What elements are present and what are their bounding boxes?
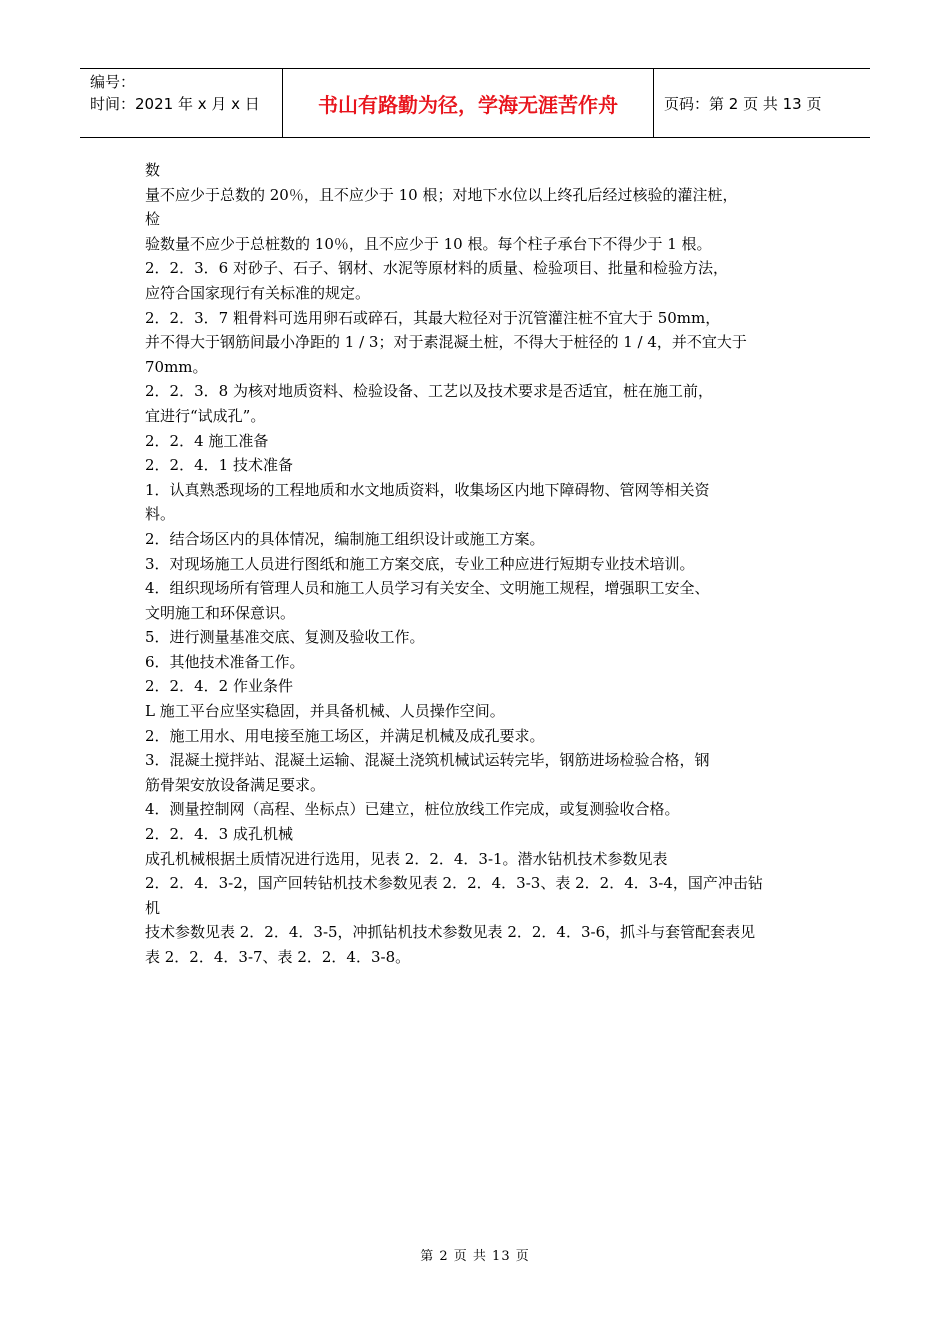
body-line: 3．混凝土搅拌站、混凝土运输、混凝土浇筑机械试运转完毕，钢筋进场检验合格，钢 [145,751,710,770]
body-line: 4．组织现场所有管理人员和施工人员学习有关安全、文明施工规程，增强职工安全、 [145,579,710,598]
body-line: 验数量不应少于总桩数的 10％，且不应少于 10 根。每个柱子承台下不得少于 1 根。 [145,234,712,253]
body-line: 宜进行“试成孔”。 [145,406,266,425]
body-line: 2．2．4 施工准备 [145,431,269,450]
body-line: 3．对现场施工人员进行图纸和施工方案交底，专业工种应进行短期专业技术培训。 [145,554,695,573]
body-line: 1．认真熟悉现场的工程地质和水文地质资料，收集场区内地下障碍物、管网等相关资 [145,480,710,499]
body-line: 数 [145,161,161,179]
body-line: 4．测量控制网（高程、坐标点）已建立，桩位放线工作完成，或复测验收合格。 [145,800,680,819]
body-line: 2．2．4．3 成孔机械 [145,825,293,844]
body-line: 技术参数见表 2．2．4．3-5，冲抓钻机技术参数见表 2．2．4．3-6，抓斗与套管配套表见 [145,923,756,942]
document-body [145,158,810,970]
document-date: 时间：2021 年 x 月 x 日 [90,95,260,113]
body-line: 2．2．3．8 为核对地质资料、检验设备、工艺以及技术要求是否适宜，桩在施工前， [145,382,713,401]
body-line: 量不应少于总数的 20％，且不应少于 10 根；对地下水位以上终孔后经过核验的灌注桩， [145,185,738,204]
header-meta [80,69,282,137]
body-line: 成孔机械根据土质情况进行选用，见表 2．2．4．3-1。潜水钻机技术参数见表 [145,849,668,868]
body-line: 2．结合场区内的具体情况，编制施工组织设计或施工方案。 [145,529,545,548]
body-line: 6．其他技术准备工作。 [145,652,305,671]
body-line: 2．2．4．2 作业条件 [145,677,293,696]
body-line: 并不得大于钢筋间最小净距的 1 / 3；对于素混凝土桩，不得大于桩径的 1 / 4，并不宜大于 [145,333,747,352]
document-number-label: 编号： [90,73,136,91]
body-line: 70mm。 [145,357,208,376]
body-line: 2．2．4．1 技术准备 [145,456,293,475]
body-line: 2．施工用水、用电接至施工场区，并满足机械及成孔要求。 [145,726,545,745]
body-line: 2．2．3．7 粗骨料可选用卵石或碎石，其最大粒径对于沉管灌注桩不宜大于 50mm， [145,308,721,327]
body-line: 表 2．2．4．3-7、表 2．2．4．3-8。 [145,948,411,966]
header-motto: 书山有路勤为径，学海无涯苦作舟 [282,69,654,137]
body-line: 5．进行测量基准交底、复测及验收工作。 [145,628,425,647]
page-footer: 第 2 页 共 13 页 [420,1249,530,1264]
body-line: L 施工平台应坚实稳固，并具备机械、人员操作空间。 [145,702,505,721]
header-page-info: 页码：第 2 页 共 13 页 [664,94,822,113]
body-line: 筋骨架安放设备满足要求。 [145,775,326,794]
page-header [80,68,870,138]
body-line: 检 [145,210,161,229]
body-line: 2．2．3．6 对砂子、石子、钢材、水泥等原材料的质量、检验项目、批量和检验方法， [145,259,728,278]
body-line: 2．2．4．3-2，国产回转钻机技术参数见表 2．2．4．3-3、表 2．2．4．3-4，国产冲击钻 [145,874,763,893]
body-line: 料。 [145,505,176,524]
body-line: 应符合国家现行有关标准的规定。 [145,283,371,302]
body-line: 文明施工和环保意识。 [145,603,296,622]
body-line: 机 [145,898,161,917]
